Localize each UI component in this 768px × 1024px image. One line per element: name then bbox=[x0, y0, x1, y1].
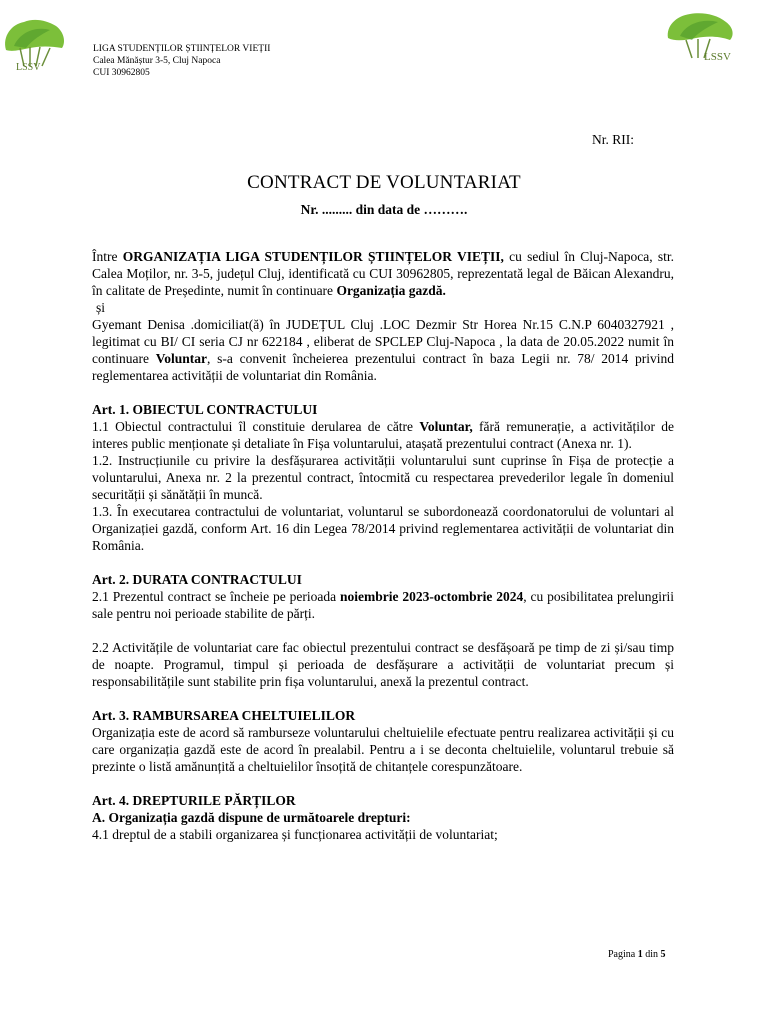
article-1-2: 1.2. Instrucțiunile cu privire la desfășurarea activității voluntarului sunt cuprinse în Fișa de protecție a voluntarului, Anexa nr. 2 la prezentul contract, întocmită cu respectarea prevederilor legale în domeniul securității și sănătății în muncă. bbox=[92, 453, 674, 502]
article-2-title: Art. 2. DURATA CONTRACTULUI bbox=[92, 572, 302, 587]
total-pages-number: 5 bbox=[660, 949, 666, 960]
article-4-title: Art. 4. DREPTURILE PĂRȚILOR bbox=[92, 793, 296, 808]
article-4-1: 4.1 dreptul de a stabili organizarea și funcționarea activității de voluntariat; bbox=[92, 827, 498, 842]
article-2-2: 2.2 Activitățile de voluntariat care fac obiectul prezentului contract se desfășoară pe timp de zi și/sau timp de noapte. Programul, timpul și perioada de desfășurare a activității de voluntariat precum și responsabilitățile sunt stabilite prin fișa voluntarului, anexă la prezentul contract. bbox=[92, 640, 674, 689]
header-org-info bbox=[93, 43, 270, 79]
contract-body bbox=[92, 248, 674, 843]
article-2-1: 2.1 Prezentul contract se încheie pe perioada noiembrie 2023-octombrie 2024, cu posibilitatea prelungirii sale pentru noi perioade stabilite de părți. bbox=[92, 589, 674, 621]
article-4-subtitle: A. Organizația gazdă dispune de următoarele drepturi: bbox=[92, 810, 411, 825]
document-title: CONTRACT DE VOLUNTARIAT bbox=[247, 172, 521, 193]
registration-number-label: Nr. RII: bbox=[592, 132, 634, 147]
article-3-title: Art. 3. RAMBURSAREA CHELTUIELILOR bbox=[92, 708, 356, 723]
intro-paragraph-org: Între ORGANIZAȚIA LIGA STUDENȚILOR ȘTIINȚELOR VIEȚII, cu sediul în Cluj-Napoca, str. Calea Moților, nr. 3-5, județul Cluj, identificată cu CUI 30962805, reprezentată legal de Băican Alexandru, în calitate de Președinte, numit în continuare Organizația gazdă. bbox=[92, 249, 674, 298]
article-1-1: 1.1 Obiectul contractului îl constituie derularea de către Voluntar, fără remunerație, a activităților de interes public menționate și detaliate în Fișa voluntarului, atașată prezentului contract (Anexa nr. 1). bbox=[92, 419, 674, 451]
lssv-logo-left bbox=[0, 16, 68, 72]
document-subtitle: Nr. ......... din data de ………. bbox=[300, 202, 468, 217]
logo-text: LSSV bbox=[16, 62, 41, 72]
page-footer: Pagina 1 din 5 bbox=[608, 949, 666, 960]
svg-text:LSSV: LSSV bbox=[704, 51, 731, 63]
article-1-title: Art. 1. OBIECTUL CONTRACTULUI bbox=[92, 402, 318, 417]
article-3-text: Organizația este de acord să ramburseze voluntarului cheltuielile efectuate pentru realizarea activității și cu care organizația gazdă este de acord în prealabil. Pentru a i se deconta cheltuielile, voluntarul trebuie să prezinte o listă amănunțită a cheltuielilor însoțită de chitanțele corespunzătoare. bbox=[92, 725, 674, 774]
lssv-logo-right bbox=[664, 10, 732, 66]
current-page-number: 1 bbox=[637, 949, 643, 960]
org-cui: CUI 30962805 bbox=[93, 68, 150, 78]
article-1-3: 1.3. În executarea contractului de voluntariat, voluntarul se subordonează coordonatorului de voluntari al Organizației gazdă, conform Art. 16 din Legea 78/2014 privind reglementarea activității de voluntariat din România. bbox=[92, 504, 674, 553]
intro-and: și bbox=[96, 300, 106, 315]
org-address: Calea Mănăștur 3-5, Cluj Napoca bbox=[93, 56, 221, 66]
org-name: LIGA STUDENȚILOR ȘTIINȚELOR VIEȚII bbox=[93, 44, 271, 54]
intro-paragraph-volunteer: Gyemant Denisa .domiciliat(ă) în JUDEȚUL Cluj .LOC Dezmir Str Horea Nr.15 C.N.P 6040327921 , legitimat cu BI/ CI seria CJ nr 622184 , eliberat de SPCLEP Cluj-Napoca , la data de 20.05.2022 numit în continuare Voluntar, s-a convenit încheierea prezentului contract în baza Legii nr. 78/ 2014 privind reglementarea activității de voluntariat din România. bbox=[92, 317, 674, 383]
